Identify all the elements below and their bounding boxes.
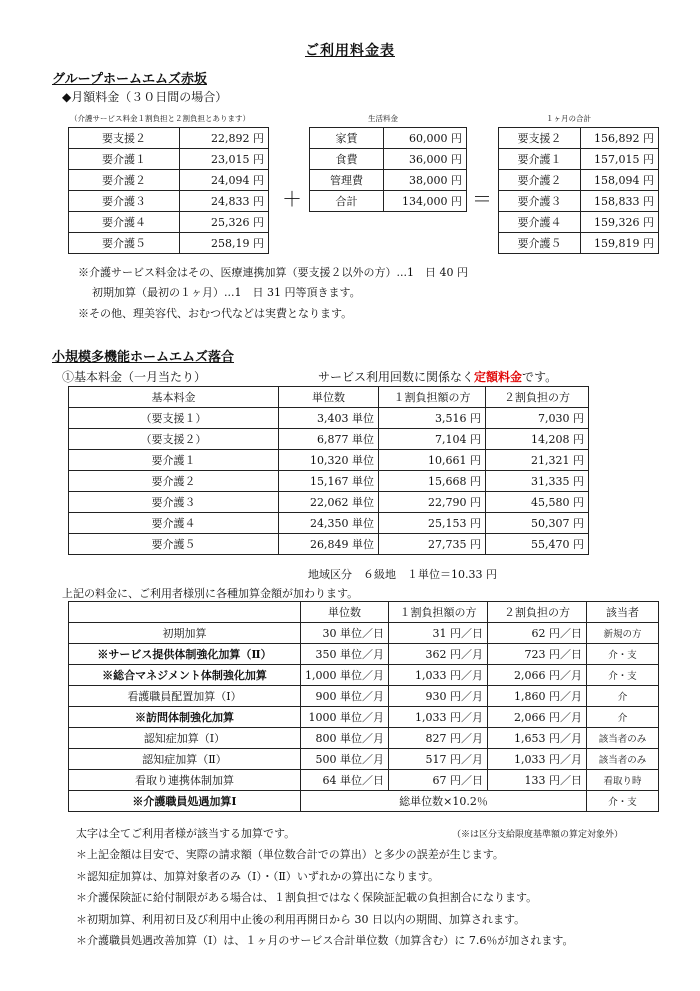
living-fee-row-fee: 38,000 円 xyxy=(384,170,467,191)
addition-two-割: 62 円／日 xyxy=(488,623,587,644)
addition-name: ※介護職員処遇加算Ⅰ xyxy=(69,791,301,812)
region-note: 地域区分 ６級地 １単位＝10.33 円 xyxy=(308,568,497,581)
footnote-line: ＊初期加算、利用初日及び利用中止後の利用再開日から 30 日以内の期間、加算されます。 xyxy=(76,913,526,926)
addition-target: 介・支 xyxy=(587,644,659,665)
basic-fee-cell: 10,320 単位 xyxy=(279,450,379,471)
basic-fee-cell: 3,516 円 xyxy=(379,408,486,429)
total-fee-row-label: 要介護３ xyxy=(499,191,581,212)
addition-row xyxy=(69,770,659,791)
care-fee-row xyxy=(69,191,269,212)
flat-fee-post: です。 xyxy=(522,370,558,384)
total-fee-row xyxy=(499,149,659,170)
addition-two-割: 1,653 円／月 xyxy=(488,728,587,749)
basic-fee-cell: 要介護５ xyxy=(69,534,279,555)
bold-note: 太字は全てご利用者様が該当する加算です。 xyxy=(76,827,296,840)
living-fee-row-label: 食費 xyxy=(310,149,384,170)
basic-fee-cell: 22,790 円 xyxy=(379,492,486,513)
basic-fee-table xyxy=(68,386,589,555)
addition-row xyxy=(69,644,659,665)
addition-two-割: 2,066 円／月 xyxy=(488,707,587,728)
basic-fee-cell: 要介護３ xyxy=(69,492,279,513)
addition-name: 看護職員配置加算（Ⅰ） xyxy=(69,686,301,707)
column-header: 単位数 xyxy=(279,387,379,408)
basic-fee-row xyxy=(69,492,589,513)
basic-fee-cell: 要介護２ xyxy=(69,471,279,492)
addition-target: 介・支 xyxy=(587,665,659,686)
basic-fee-cell: 50,307 円 xyxy=(486,513,589,534)
basic-fee-cell: 26,849 単位 xyxy=(279,534,379,555)
addition-units: 800 単位／月 xyxy=(301,728,389,749)
basic-fee-label: ①基本料金（一月当たり） xyxy=(62,370,207,384)
addition-merged-value: 総単位数×10.2％ xyxy=(301,791,587,812)
care-fee-row-label: 要介護５ xyxy=(69,233,180,254)
addition-one-割: 930 円／月 xyxy=(389,686,488,707)
basic-fee-cell: 24,350 単位 xyxy=(279,513,379,534)
living-fee-row xyxy=(310,149,467,170)
living-fee-row xyxy=(310,170,467,191)
basic-fee-cell: （要支援１） xyxy=(69,408,279,429)
total-fee-row-fee: 159,819 円 xyxy=(581,233,659,254)
living-fee-row xyxy=(310,128,467,149)
addition-name: ※サービス提供体制強化加算（Ⅱ） xyxy=(69,644,301,665)
basic-fee-cell: 25,153 円 xyxy=(379,513,486,534)
basic-fee-cell: 10,661 円 xyxy=(379,450,486,471)
care-fee-row-fee: 25,326 円 xyxy=(180,212,269,233)
addition-two-割: 2,066 円／月 xyxy=(488,665,587,686)
addition-units: 350 単位／月 xyxy=(301,644,389,665)
care-fee-row-label: 要介護３ xyxy=(69,191,180,212)
addition-one-割: 362 円／月 xyxy=(389,644,488,665)
total-fee-row-fee: 158,094 円 xyxy=(581,170,659,191)
addition-target: 該当者のみ xyxy=(587,749,659,770)
plus-symbol: ＋ xyxy=(282,187,302,211)
basic-fee-cell: 22,062 単位 xyxy=(279,492,379,513)
total-fee-row xyxy=(499,128,659,149)
basic-fee-cell: 21,321 円 xyxy=(486,450,589,471)
care-fee-table xyxy=(68,127,269,254)
total-fee-row-label: 要介護２ xyxy=(499,170,581,191)
addition-fee-table xyxy=(68,601,659,812)
footnote-line: ＊上記金額は目安で、実際の請求額（単位数合計での算出）と多少の誤差が生じます。 xyxy=(76,848,504,861)
basic-fee-row xyxy=(69,471,589,492)
basic-fee-cell: 14,208 円 xyxy=(486,429,589,450)
total-fee-caption: １ヶ月の合計 xyxy=(546,114,591,123)
addition-intro: 上記の料金に、ご利用者様別に各種加算金額が加わります。 xyxy=(62,587,359,600)
footnote-line: ＊介護保険証に給付制限がある場合は、１割負担ではなく保険証記載の負担割合になります。 xyxy=(76,891,538,904)
page-title: ご利用料金表 xyxy=(305,43,395,59)
care-fee-row-fee: 23,015 円 xyxy=(180,149,269,170)
basic-fee-cell: 15,167 単位 xyxy=(279,471,379,492)
addition-units: 30 単位／日 xyxy=(301,623,389,644)
smallhome-heading: 小規模多機能ホームエムズ落合 xyxy=(52,350,235,365)
footnote-line: ＊介護職員処遇改善加算（Ⅰ）は、１ヶ月のサービス合計単位数（加算含む）に 7.6％が加されます。 xyxy=(76,934,574,947)
column-header: 単位数 xyxy=(301,602,389,623)
column-header: １割負担額の方 xyxy=(379,387,486,408)
addition-target: 看取り時 xyxy=(587,770,659,791)
flat-fee-highlight: 定額料金 xyxy=(474,370,523,384)
total-fee-row xyxy=(499,212,659,233)
basic-fee-cell: 要介護４ xyxy=(69,513,279,534)
basic-fee-cell: 6,877 単位 xyxy=(279,429,379,450)
addition-target: 介・支 xyxy=(587,791,659,812)
addition-target: 該当者のみ xyxy=(587,728,659,749)
addition-one-割: 31 円／日 xyxy=(389,623,488,644)
basic-fee-cell: 7,104 円 xyxy=(379,429,486,450)
gh-note-1: ※介護サービス料金はその、医療連携加算（要支援２以外の方）...1 日 40 円 xyxy=(78,266,469,279)
basic-fee-row xyxy=(69,513,589,534)
living-fee-row xyxy=(310,191,467,212)
total-fee-row-label: 要支援２ xyxy=(499,128,581,149)
care-fee-row-label: 要介護１ xyxy=(69,149,180,170)
addition-row xyxy=(69,707,659,728)
total-fee-table xyxy=(498,127,659,254)
grouphome-heading: グループホームエムズ赤坂 xyxy=(52,72,207,87)
care-fee-row xyxy=(69,149,269,170)
care-fee-row-fee: 24,833 円 xyxy=(180,191,269,212)
care-fee-row xyxy=(69,170,269,191)
gh-note-2: 初期加算（最初の１ヶ月）...1 日 31 円等頂きます。 xyxy=(92,286,361,299)
total-fee-row-label: 要介護５ xyxy=(499,233,581,254)
flat-fee-statement xyxy=(318,368,557,385)
addition-name: ※訪問体制強化加算 xyxy=(69,707,301,728)
addition-name: 認知症加算（Ⅱ） xyxy=(69,749,301,770)
column-header: ２割負担の方 xyxy=(486,387,589,408)
addition-target: 介 xyxy=(587,707,659,728)
addition-units: 900 単位／月 xyxy=(301,686,389,707)
care-fee-row-label: 要支援２ xyxy=(69,128,180,149)
living-fee-row-label: 合計 xyxy=(310,191,384,212)
basic-fee-cell: 27,735 円 xyxy=(379,534,486,555)
total-fee-row-fee: 156,892 円 xyxy=(581,128,659,149)
basic-fee-cell: 15,668 円 xyxy=(379,471,486,492)
addition-header-row xyxy=(69,602,659,623)
care-fee-row xyxy=(69,233,269,254)
column-header xyxy=(69,602,301,623)
total-fee-row-fee: 157,015 円 xyxy=(581,149,659,170)
addition-row xyxy=(69,728,659,749)
monthly-fee-subheading: ◆月額料金（３０日間の場合） xyxy=(62,90,228,104)
care-fee-row-fee: 24,094 円 xyxy=(180,170,269,191)
living-fee-caption: 生活料金 xyxy=(368,114,398,123)
addition-one-割: 1,033 円／月 xyxy=(389,707,488,728)
addition-row-treatment xyxy=(69,791,659,812)
addition-two-割: 1,860 円／月 xyxy=(488,686,587,707)
addition-one-割: 1,033 円／月 xyxy=(389,665,488,686)
care-fee-row-label: 要介護２ xyxy=(69,170,180,191)
addition-units: 1000 単位／月 xyxy=(301,707,389,728)
basic-fee-header-row xyxy=(69,387,589,408)
footnote-line: ＊認知症加算は、加算対象者のみ（Ⅰ）・（Ⅱ）いずれかの算出になります。 xyxy=(76,870,439,883)
flat-fee-pre: サービス利用回数に関係なく xyxy=(318,370,475,384)
care-fee-row-label: 要介護４ xyxy=(69,212,180,233)
addition-units: 1,000 単位／月 xyxy=(301,665,389,686)
equals-symbol: ＝ xyxy=(472,187,492,211)
addition-one-割: 517 円／月 xyxy=(389,749,488,770)
column-header: １割負担額の方 xyxy=(389,602,488,623)
care-fee-caption: （介護サービス料金１割負担と２割負担とあります） xyxy=(70,114,250,123)
gh-note-3: ※その他、理美容代、おむつ代などは実費となります。 xyxy=(78,307,353,320)
addition-target: 新規の方 xyxy=(587,623,659,644)
total-fee-row-label: 要介護４ xyxy=(499,212,581,233)
addition-two-割: 133 円／日 xyxy=(488,770,587,791)
basic-fee-row xyxy=(69,429,589,450)
addition-one-割: 67 円／日 xyxy=(389,770,488,791)
living-fee-row-fee: 134,000 円 xyxy=(384,191,467,212)
care-fee-row xyxy=(69,212,269,233)
total-fee-row xyxy=(499,191,659,212)
care-fee-row-fee: 22,892 円 xyxy=(180,128,269,149)
basic-fee-cell: 45,580 円 xyxy=(486,492,589,513)
care-fee-row-fee: 258,19 円 xyxy=(180,233,269,254)
addition-row xyxy=(69,749,659,770)
basic-fee-cell: 7,030 円 xyxy=(486,408,589,429)
basic-fee-cell: （要支援２） xyxy=(69,429,279,450)
addition-name: 認知症加算（Ⅰ） xyxy=(69,728,301,749)
addition-one-割: 827 円／月 xyxy=(389,728,488,749)
addition-units: 64 単位／日 xyxy=(301,770,389,791)
basic-fee-cell: 31,335 円 xyxy=(486,471,589,492)
addition-target: 介 xyxy=(587,686,659,707)
living-fee-row-fee: 36,000 円 xyxy=(384,149,467,170)
limit-note: （※は区分支給限度基準額の算定対象外） xyxy=(452,830,624,840)
living-fee-row-label: 管理費 xyxy=(310,170,384,191)
basic-fee-cell: 55,470 円 xyxy=(486,534,589,555)
total-fee-row-fee: 158,833 円 xyxy=(581,191,659,212)
basic-fee-row xyxy=(69,534,589,555)
column-header: 該当者 xyxy=(587,602,659,623)
basic-fee-row xyxy=(69,408,589,429)
addition-row xyxy=(69,623,659,644)
basic-fee-row xyxy=(69,450,589,471)
total-fee-row xyxy=(499,233,659,254)
total-fee-row xyxy=(499,170,659,191)
living-fee-row-fee: 60,000 円 xyxy=(384,128,467,149)
addition-name: ※総合マネジメント体制強化加算 xyxy=(69,665,301,686)
total-fee-row-label: 要介護１ xyxy=(499,149,581,170)
basic-fee-cell: 3,403 単位 xyxy=(279,408,379,429)
addition-row xyxy=(69,665,659,686)
addition-name: 初期加算 xyxy=(69,623,301,644)
column-header: 基本料金 xyxy=(69,387,279,408)
addition-row xyxy=(69,686,659,707)
living-fee-row-label: 家賃 xyxy=(310,128,384,149)
living-fee-table xyxy=(309,127,467,212)
care-fee-row xyxy=(69,128,269,149)
addition-two-割: 723 円／日 xyxy=(488,644,587,665)
column-header: ２割負担の方 xyxy=(488,602,587,623)
basic-fee-cell: 要介護１ xyxy=(69,450,279,471)
addition-name: 看取り連携体制加算 xyxy=(69,770,301,791)
addition-units: 500 単位／月 xyxy=(301,749,389,770)
addition-two-割: 1,033 円／月 xyxy=(488,749,587,770)
total-fee-row-fee: 159,326 円 xyxy=(581,212,659,233)
